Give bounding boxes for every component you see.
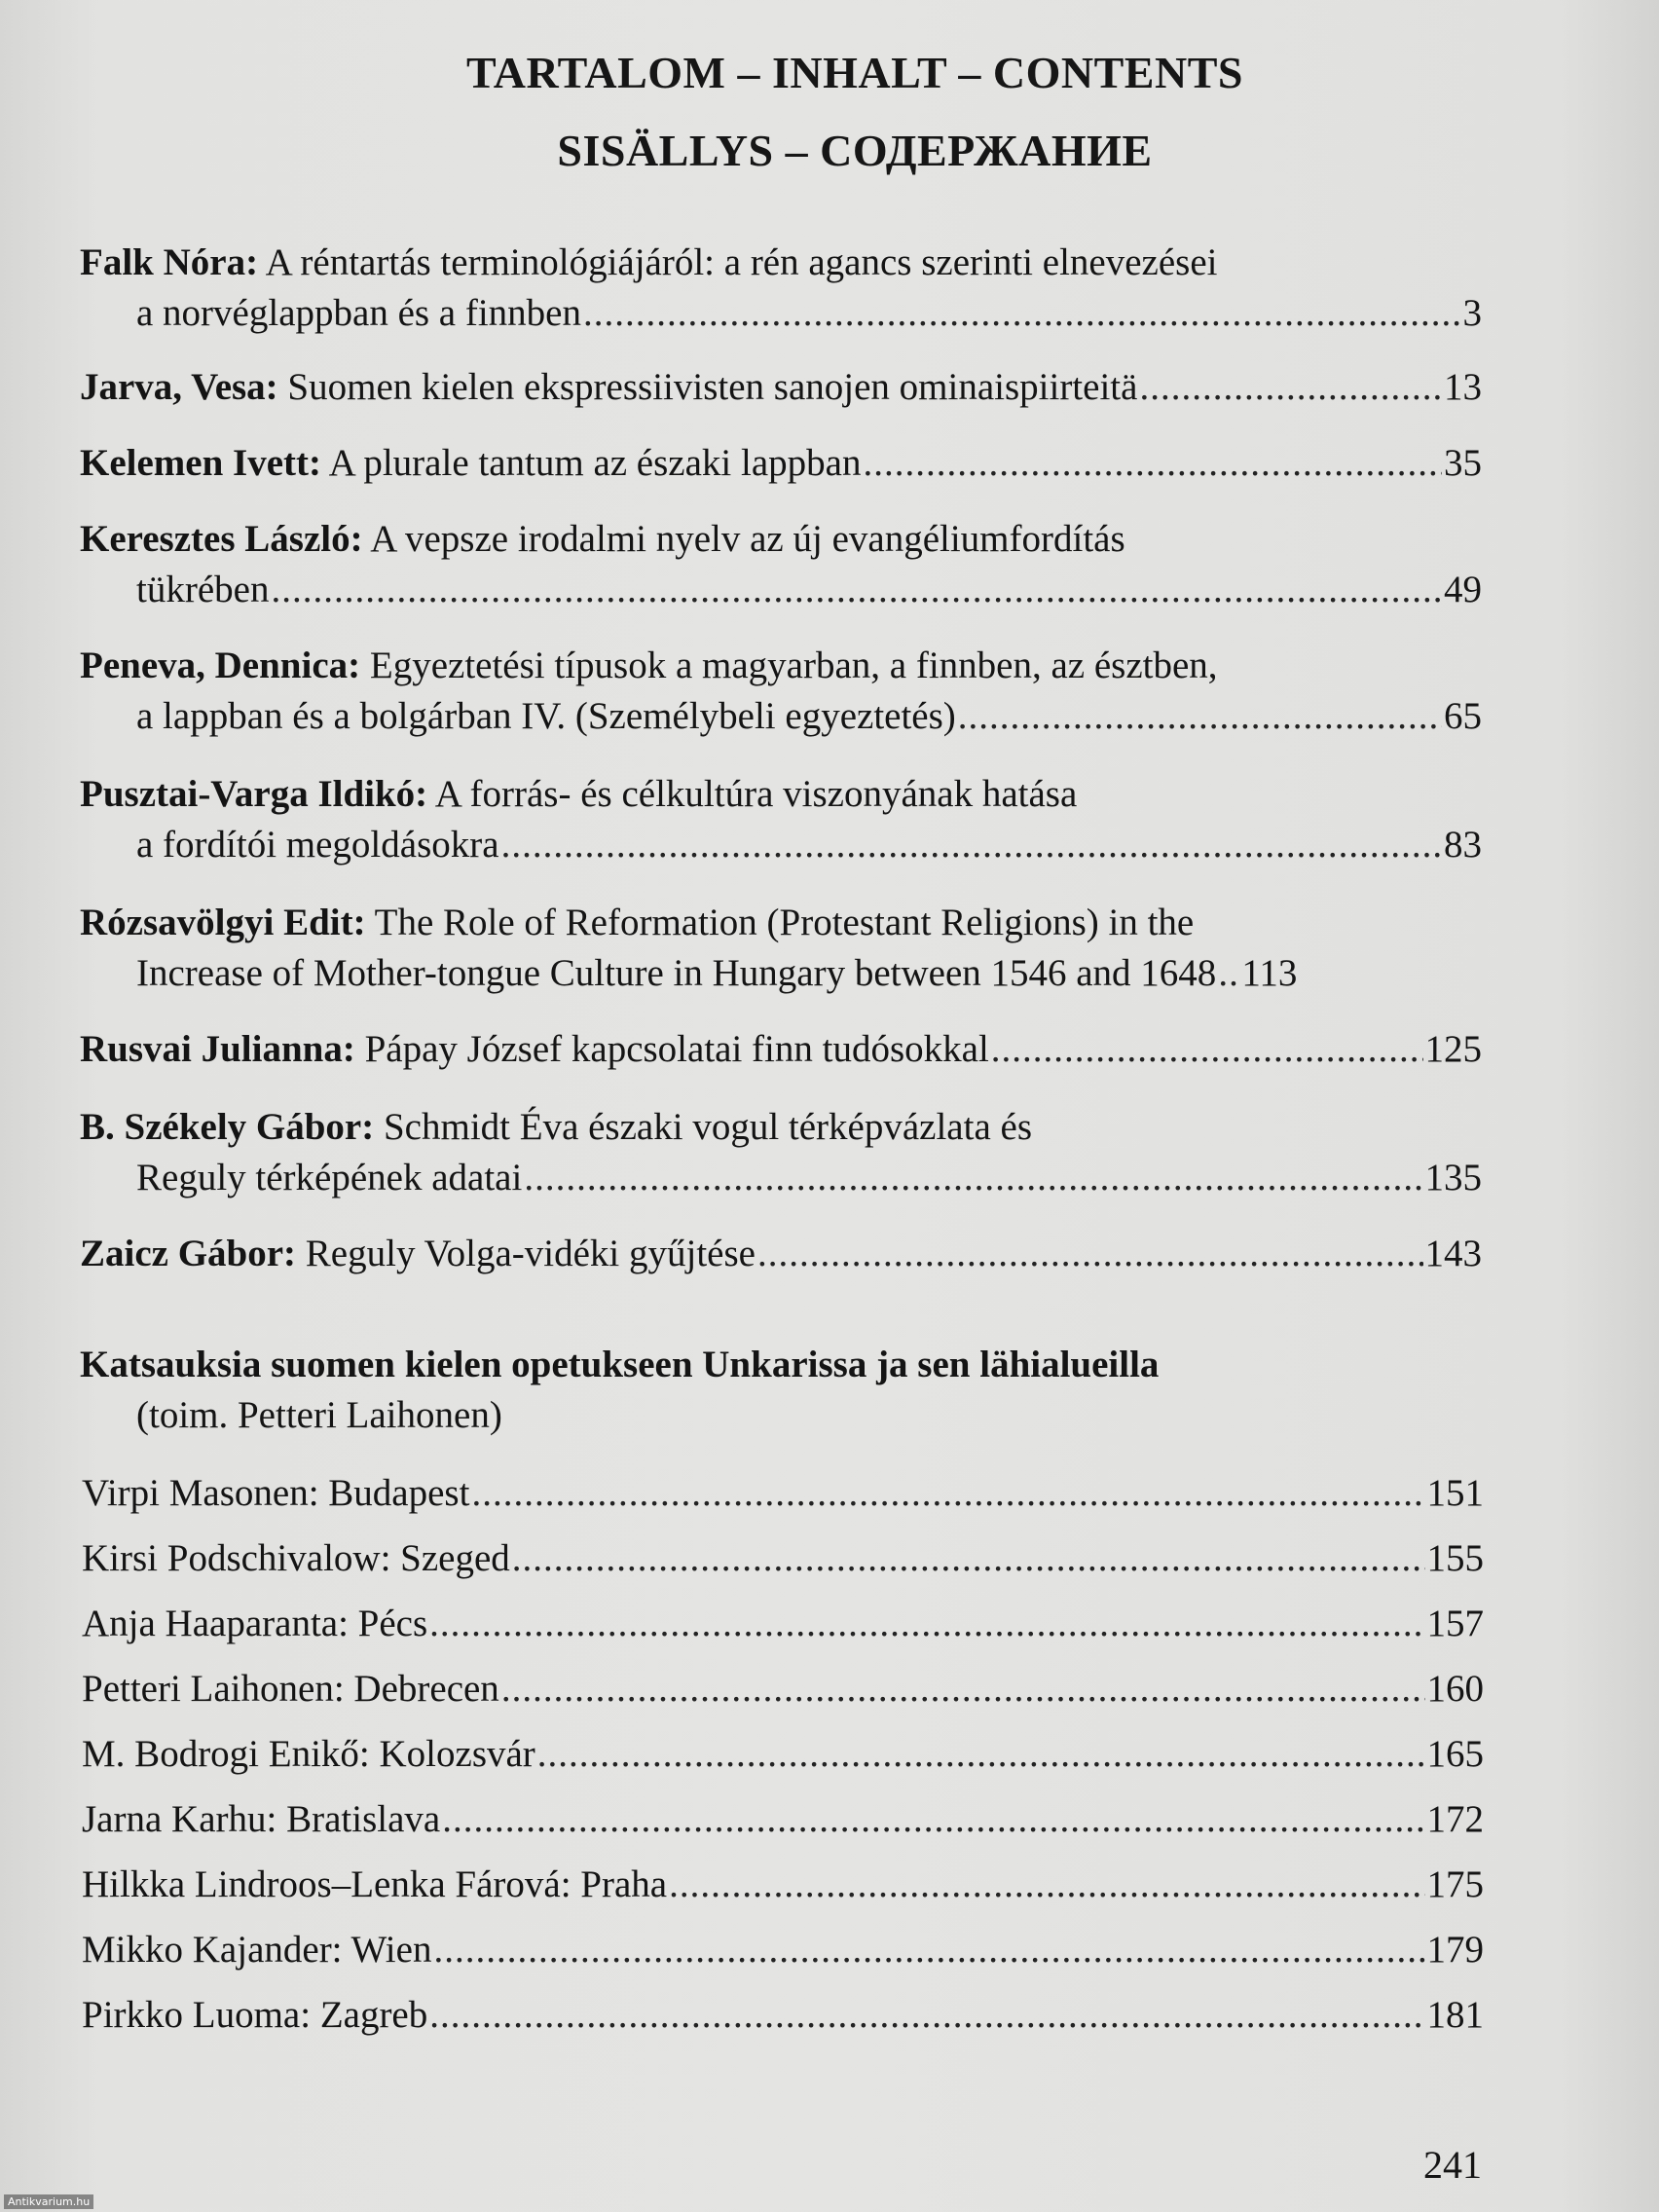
entry-title-continued: a fordítói megoldásokra: [136, 824, 499, 866]
toc-entry: [80, 1024, 1482, 1075]
section-entry: [82, 1860, 1484, 1910]
entry-title-continued: tükrében: [136, 569, 270, 610]
dot-leader: [271, 565, 1442, 615]
section-entry: [82, 1468, 1484, 1519]
section-entry-text: Petteri Laihonen: Debrecen: [82, 1668, 499, 1710]
dot-leader: [1139, 362, 1442, 413]
dot-leader: [471, 1468, 1424, 1519]
entry-title: Schmidt Éva északi vogul térképvázlata és: [374, 1106, 1032, 1148]
entry-page-number: 65: [1444, 695, 1482, 737]
toc-entry: [80, 1102, 1482, 1203]
entry-title: The Role of Reformation (Protestant Religions) in the: [365, 902, 1195, 943]
section-entry-text: Jarna Karhu: Bratislava: [82, 1798, 441, 1840]
toc-entry-line: [80, 565, 1482, 615]
page-number: 241: [1423, 2143, 1482, 2187]
toc-entry: [80, 898, 1482, 999]
entry-author: Jarva, Vesa:: [80, 366, 278, 408]
section-heading: [80, 1340, 1482, 1441]
entry-page-number: 49: [1444, 569, 1482, 610]
entry-page-number: 175: [1426, 1863, 1484, 1905]
toc-entry: [80, 438, 1482, 489]
section-editor: (toim. Petteri Laihonen): [136, 1394, 502, 1436]
toc-entry-line: [80, 641, 1482, 691]
section-entry: [82, 1794, 1484, 1845]
entry-page-number: 83: [1444, 824, 1482, 866]
entry-page-number: 113: [1241, 952, 1298, 994]
entry-title: A plurale tantum az északi lappban: [320, 442, 862, 484]
dot-leader: [429, 1599, 1424, 1649]
toc-entry-line: [80, 288, 1482, 339]
entry-page-number: 3: [1462, 292, 1482, 334]
entry-author: B. Székely Gábor:: [80, 1106, 375, 1148]
entry-page-number: 157: [1426, 1603, 1484, 1644]
toc-entry-line: [80, 898, 1482, 948]
dot-leader: [1218, 948, 1239, 999]
entry-author: Pusztai-Varga Ildikó:: [80, 773, 428, 815]
entry-title: Pápay József kapcsolatai finn tudósokkal: [354, 1028, 989, 1070]
entry-page-number: 13: [1444, 366, 1482, 408]
toc-entry: [80, 362, 1482, 413]
dot-leader: [442, 1794, 1424, 1845]
section-entry-text: Anja Haaparanta: Pécs: [82, 1603, 428, 1644]
entry-page-number: 165: [1426, 1733, 1484, 1775]
entry-page-number: 143: [1424, 1233, 1482, 1274]
section-entry: [82, 1599, 1484, 1649]
toc-entry-line: [80, 948, 1482, 999]
entry-page-number: 35: [1444, 442, 1482, 484]
watermark: Antikvarium.hu: [4, 2194, 93, 2209]
dot-leader: [863, 438, 1442, 489]
section-title: Katsauksia suomen kielen opetukseen Unkarissa ja sen lähialueilla: [80, 1344, 1160, 1385]
toc-entry: [80, 1229, 1482, 1279]
dot-leader: [537, 1729, 1425, 1780]
toc-entry-line: [80, 769, 1482, 820]
dot-leader: [669, 1860, 1424, 1910]
toc-entry: [80, 641, 1482, 742]
entry-title: A vepsze irodalmi nyelv az új evangéliumfordítás: [362, 518, 1125, 560]
toc-entry-line: [80, 1024, 1482, 1075]
section-entry: [82, 1925, 1484, 1975]
toc-entry-line: [80, 820, 1482, 870]
entry-page-number: 135: [1424, 1157, 1482, 1198]
entry-title: Egyeztetési típusok a magyarban, a finnben, az észtben,: [360, 645, 1218, 686]
section-entry: [82, 1533, 1484, 1584]
entry-title-continued: Increase of Mother-tongue Culture in Hungary between 1546 and 1648: [136, 952, 1217, 994]
entry-author: Rusvai Julianna:: [80, 1028, 355, 1070]
section-entry-text: Hilkka Lindroos–Lenka Fárová: Praha: [82, 1863, 668, 1905]
section-entry-text: M. Bodrogi Enikő: Kolozsvár: [82, 1733, 535, 1775]
dot-leader: [991, 1024, 1423, 1075]
entry-page-number: 155: [1426, 1537, 1484, 1579]
toc-entry: [80, 769, 1482, 870]
entry-page-number: 151: [1426, 1472, 1484, 1514]
section-entry-text: Kirsi Podschivalow: Szeged: [82, 1537, 510, 1579]
toc-entry-line: [80, 438, 1482, 489]
entry-title: A réntartás terminológiájáról: a rén agancs szerinti elnevezései: [258, 241, 1218, 283]
toc-entry-line: [80, 238, 1482, 288]
section-entry-text: Virpi Masonen: Budapest: [82, 1472, 470, 1514]
dot-leader: [429, 1990, 1424, 2041]
entry-page-number: 179: [1426, 1929, 1484, 1971]
section-entry-text: Pirkko Luoma: Zagreb: [82, 1994, 428, 2036]
entry-title: A forrás- és célkultúra viszonyának hatása: [427, 773, 1078, 815]
dot-leader: [757, 1229, 1423, 1279]
dot-leader: [501, 1664, 1425, 1714]
toc-entry-line: [80, 1153, 1482, 1203]
toc-entry-line: [80, 1229, 1482, 1279]
toc-entry: [80, 238, 1482, 339]
section-entry: [82, 1990, 1484, 2041]
entry-title-continued: a lappban és a bolgárban IV. (Személybeli egyeztetés): [136, 695, 956, 737]
section-entry: [82, 1729, 1484, 1780]
entry-title-continued: Reguly térképének adatai: [136, 1157, 523, 1198]
toc-entry-line: [80, 514, 1482, 565]
entry-page-number: 160: [1426, 1668, 1484, 1710]
dot-leader: [524, 1153, 1422, 1203]
dot-leader: [583, 288, 1461, 339]
entry-author: Peneva, Dennica:: [80, 645, 361, 686]
entry-page-number: 181: [1426, 1994, 1484, 2036]
toc-entry: [80, 514, 1482, 615]
entry-author: Rózsavölgyi Edit:: [80, 902, 366, 943]
toc-entry-line: [80, 691, 1482, 742]
section-entry-text: Mikko Kajander: Wien: [82, 1929, 432, 1971]
entry-author: Keresztes László:: [80, 518, 363, 560]
toc-title-line-1: TARTALOM – INHALT – CONTENTS: [466, 48, 1243, 97]
toc-title-line-2: SISÄLLYS – СОДЕРЖАНИЕ: [557, 126, 1153, 175]
entry-title-continued: a norvéglappban és a finnben: [136, 292, 581, 334]
dot-leader: [501, 820, 1442, 870]
entry-title: Reguly Volga-vidéki gyűjtése: [296, 1233, 756, 1274]
dot-leader: [433, 1925, 1424, 1975]
dot-leader: [958, 691, 1442, 742]
toc-entry-line: [80, 362, 1482, 413]
toc-entry-line: [80, 1102, 1482, 1153]
entry-author: Falk Nóra:: [80, 241, 259, 283]
entry-author: Kelemen Ivett:: [80, 442, 321, 484]
section-entry: [82, 1664, 1484, 1714]
entry-title: Suomen kielen ekspressiivisten sanojen ominaispiirteitä: [277, 366, 1138, 408]
entry-page-number: 172: [1426, 1798, 1484, 1840]
dot-leader: [512, 1533, 1425, 1584]
entry-page-number: 125: [1424, 1028, 1482, 1070]
entry-author: Zaicz Gábor:: [80, 1233, 297, 1274]
